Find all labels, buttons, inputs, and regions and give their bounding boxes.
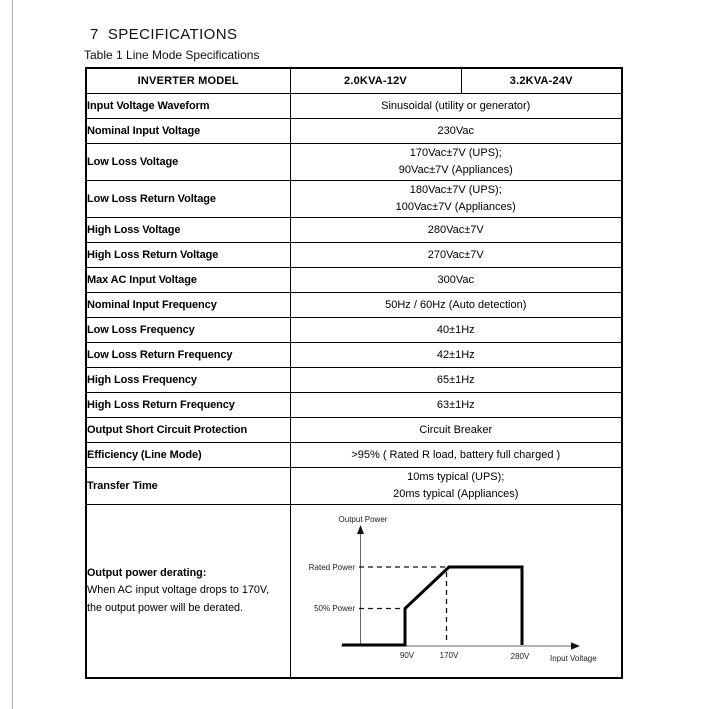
page-edge-line — [12, 0, 13, 709]
spec-label: Efficiency (Line Mode) — [86, 443, 290, 468]
derating-chart — [291, 505, 623, 677]
spec-value-line: >95% ( Rated R load, battery full charged ) — [351, 448, 561, 461]
derating-note — [86, 505, 290, 679]
spec-value — [290, 393, 622, 418]
table-row — [86, 181, 622, 218]
spec-label: Output Short Circuit Protection — [86, 418, 290, 443]
table-row — [86, 94, 622, 119]
spec-value-line: 40±1Hz — [436, 323, 475, 336]
table-row — [86, 293, 622, 318]
spec-value — [290, 443, 622, 468]
spec-value — [290, 94, 622, 119]
x-tick-170v: 170V — [439, 651, 458, 660]
spec-value-line: 180Vac±7V (UPS); — [409, 184, 502, 196]
spec-label: High Loss Return Frequency — [86, 393, 290, 418]
spec-value-line: Circuit Breaker — [419, 423, 493, 436]
chart-x-axis-label: Input Voltage — [549, 654, 597, 663]
spec-value — [290, 181, 622, 218]
derating-row — [86, 505, 622, 679]
rated-power-level-label: Rated Power — [308, 563, 355, 572]
spec-label: High Loss Return Voltage — [86, 243, 290, 268]
spec-value — [290, 144, 622, 181]
spec-value-line: 50Hz / 60Hz (Auto detection) — [385, 298, 527, 311]
spec-label: Low Loss Return Voltage — [86, 181, 290, 218]
table-row — [86, 144, 622, 181]
spec-label: Low Loss Frequency — [86, 318, 290, 343]
spec-value-line: 100Vac±7V (Appliances) — [395, 201, 516, 213]
derating-chart-cell — [290, 505, 622, 679]
x-tick-280v: 280V — [510, 652, 529, 661]
spec-value — [290, 243, 622, 268]
table-row — [86, 218, 622, 243]
x-tick-90v: 90V — [399, 651, 414, 660]
table-row — [86, 418, 622, 443]
spec-value-line: 90Vac±7V (Appliances) — [398, 164, 513, 176]
spec-value — [290, 418, 622, 443]
spec-label: Input Voltage Waveform — [86, 94, 290, 119]
table-row — [86, 368, 622, 393]
spec-label: Low Loss Voltage — [86, 144, 290, 181]
table-row — [86, 468, 622, 505]
spec-value — [290, 343, 622, 368]
spec-value-line: 270Vac±7V — [427, 248, 484, 261]
spec-value-line: 20ms typical (Appliances) — [393, 488, 519, 500]
table-row — [86, 443, 622, 468]
spec-value — [290, 293, 622, 318]
derating-curve-line — [342, 567, 522, 645]
spec-label: Nominal Input Voltage — [86, 119, 290, 144]
table-row — [86, 243, 622, 268]
derating-note-title: Output power derating: — [87, 566, 207, 579]
spec-label: High Loss Voltage — [86, 218, 290, 243]
section-heading: 7 SPECIFICATIONS — [90, 26, 238, 43]
line-mode-spec-table — [85, 67, 623, 679]
spec-value — [290, 318, 622, 343]
spec-label: Nominal Input Frequency — [86, 293, 290, 318]
header-inverter-model: INVERTER MODEL — [86, 68, 290, 94]
spec-value — [290, 468, 622, 505]
table-row — [86, 318, 622, 343]
spec-value — [290, 119, 622, 144]
spec-label: Low Loss Return Frequency — [86, 343, 290, 368]
derating-note-line: the output power will be derated. — [87, 601, 244, 614]
spec-value-line: 65±1Hz — [436, 373, 475, 386]
table-header-row — [86, 68, 622, 94]
spec-value-line: Sinusoidal (utility or generator) — [381, 99, 531, 112]
y-axis-arrow-icon — [357, 525, 364, 534]
table-row — [86, 393, 622, 418]
spec-label: Max AC Input Voltage — [86, 268, 290, 293]
derating-note-line: When AC input voltage drops to 170V, — [87, 584, 270, 597]
spec-label: High Loss Frequency — [86, 368, 290, 393]
x-axis-arrow-icon — [571, 642, 580, 650]
chart-y-axis-label: Output Power — [338, 515, 387, 524]
spec-value — [290, 368, 622, 393]
spec-value-line: 42±1Hz — [436, 348, 475, 361]
spec-value-line: 280Vac±7V — [427, 223, 484, 236]
spec-value — [290, 218, 622, 243]
spec-value — [290, 268, 622, 293]
spec-value-line: 300Vac — [437, 273, 474, 286]
table-row — [86, 343, 622, 368]
half-power-level-label: 50% Power — [313, 604, 355, 613]
spec-value-line: 63±1Hz — [436, 398, 475, 411]
table-row — [86, 119, 622, 144]
spec-value-line: 170Vac±7V (UPS); — [409, 147, 502, 159]
header-model-3_2kva-24v: 3.2KVA-24V — [461, 68, 622, 94]
header-model-2_0kva-12v: 2.0KVA-12V — [290, 68, 461, 94]
spec-value-line: 230Vac — [437, 124, 474, 137]
spec-label: Transfer Time — [86, 468, 290, 505]
table-caption: Table 1 Line Mode Specifications — [84, 48, 260, 62]
table-row — [86, 268, 622, 293]
spec-value-line: 10ms typical (UPS); — [407, 471, 505, 483]
